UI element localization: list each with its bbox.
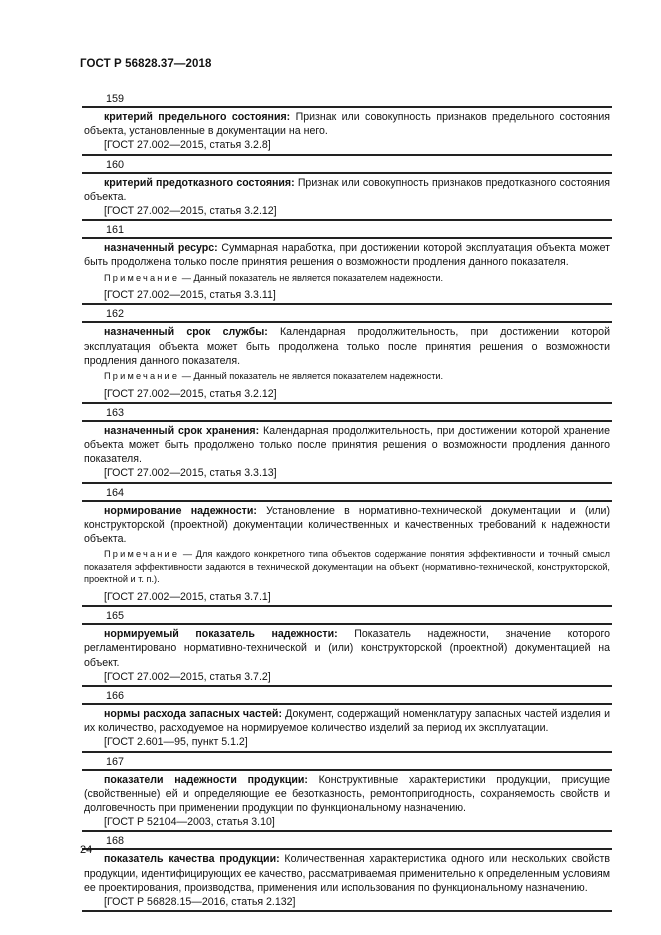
entry-source: [ГОСТ 27.002—2015, статья 3.3.11] [104, 289, 276, 302]
entry-box [82, 769, 612, 833]
entry-definition [84, 627, 610, 670]
glossary-entries [82, 92, 612, 914]
entry-definition-text: Документ, содержащий номенклатуру запасных частей изделия и их количество, расходуемое на нормируемое количество изделий за период их эксплуатации. [84, 708, 611, 735]
entry-box [82, 500, 612, 608]
entry-box [82, 848, 612, 912]
entry-definition-text: Суммарная наработка, при достижении которой эксплуатация объекта может быть продолжена только после принятия решения о возможности продления данного показателя. [84, 242, 610, 269]
entry-number: 166 [106, 690, 125, 703]
entry-term: нормируемый показатель надежности: [104, 628, 338, 641]
entry-definition [84, 504, 610, 547]
entry-definition [84, 110, 610, 138]
entry-number: 162 [106, 308, 125, 321]
entry-definition-text: Конструктивные характеристики продукции, присущие (свойственные) ей и определяющие ее безотказность, ремонтопригодность, сохраняемость свойств и долговечность при применении продукции по функциональному назначению. [84, 773, 611, 815]
entry-box [82, 172, 612, 222]
entry-term: назначенный срок службы: [104, 326, 268, 339]
entry-number: 159 [106, 93, 125, 105]
entry-definition [84, 773, 610, 816]
entry-number: 168 [106, 835, 125, 848]
entry-box [82, 703, 612, 753]
entry-definition-text: Календарная продолжительность, при достижении которой хранение объекта может быть продолжено только после принятия решения о возможности продления данного показателя. [84, 424, 610, 466]
entry-note [84, 548, 610, 586]
entry-definition [84, 707, 610, 735]
entry-box [82, 237, 612, 305]
entry-definition [84, 852, 610, 895]
entry-source: [ГОСТ Р 56828.15—2016, статья 2.132] [104, 896, 296, 909]
page-number: 24 [80, 844, 93, 856]
entry-term: назначенный срок хранения: [104, 424, 260, 437]
entry-source: [ГОСТ 27.002—2015, статья 3.7.2] [104, 670, 271, 683]
entry-source: [ГОСТ 27.002—2015, статья 3.7.1] [104, 591, 271, 604]
entry-box [82, 106, 612, 156]
note-label: Примечание [104, 272, 180, 283]
entry-source: [ГОСТ 2.601—95, пункт 5.1.2] [104, 736, 248, 749]
entry-term: назначенный ресурс: [104, 242, 218, 255]
note-text: — Данный показатель не является показателем надежности. [179, 272, 444, 283]
entry-source: [ГОСТ 27.002—2015, статья 3.3.13] [104, 467, 277, 480]
entry-number: 164 [106, 486, 125, 499]
entry-definition [84, 325, 610, 368]
entry-definition-text: Признак или совокупность признаков предельного состояния объекта, установленные в документации на него. [84, 111, 610, 138]
entry-definition [84, 241, 610, 269]
entry-note [84, 370, 610, 383]
entry-number: 163 [106, 406, 125, 419]
entry-source: [ГОСТ 27.002—2015, статья 3.2.8] [104, 139, 271, 152]
entry-box [82, 623, 612, 687]
entry-definition-text: Установление в нормативно-технической документации и (или) конструкторской (проектной) документации количественных и качественных требований к надежности объекта. [84, 504, 610, 546]
entry-definition [84, 176, 610, 204]
entry-term: критерий предельного состояния: [104, 111, 291, 123]
entry-definition-text: Показатель надежности, значение которого регламентировано нормативно-технической и (или) конструкторской (проектной) документацией на объект. [84, 628, 610, 669]
entry-number: 160 [106, 158, 125, 171]
note-label: Примечание [104, 549, 180, 560]
entry-number: 161 [106, 224, 125, 237]
entry-definition-text: Календарная продолжительность, при достижении которой эксплуатация объекта может быть продолжена только после принятия решения о возможности продления данного показателя. [84, 326, 610, 367]
entry-term: критерий предотказного состояния: [104, 176, 295, 189]
entry-number: 165 [106, 610, 125, 623]
entry-box [82, 321, 612, 403]
note-text: — Данный показатель не является показателем надежности. [179, 371, 444, 382]
entry-definition-text: Количественная характеристика одного или нескольких свойств продукции, идентифицирующих ее качество, рассматриваемая применительно к определенным условиям ее проектирования, производства, применения или использования по функциональному назначению. [84, 853, 611, 894]
entry-definition [84, 424, 610, 467]
entry-term: показатели надежности продукции: [104, 773, 308, 786]
entry-note [84, 272, 610, 285]
note-text: — Для каждого конкретного типа объектов содержание понятия эффективности и точный смысл показателя эффективности задаются в технической документации на объект (нормативно-технической, конструкторской, проектной и т. п.). [84, 549, 610, 585]
entry-term: нормы расхода запасных частей: [104, 708, 282, 721]
standard-code: ГОСТ Р 56828.37—2018 [80, 58, 212, 70]
entry-term: показатель качества продукции: [104, 853, 280, 866]
entry-term: нормирование надежности: [104, 504, 257, 517]
entry-source: [ГОСТ 27.002—2015, статья 3.2.12] [104, 205, 277, 218]
entry-definition-text: Признак или совокупность признаков предотказного состояния объекта. [84, 176, 610, 203]
note-label: Примечание [104, 371, 180, 382]
entry-number: 167 [106, 755, 125, 768]
entry-source: [ГОСТ 27.002—2015, статья 3.2.12] [104, 387, 277, 400]
entry-box [82, 420, 612, 484]
entry-source: [ГОСТ Р 52104—2003, статья 3.10] [104, 816, 275, 829]
